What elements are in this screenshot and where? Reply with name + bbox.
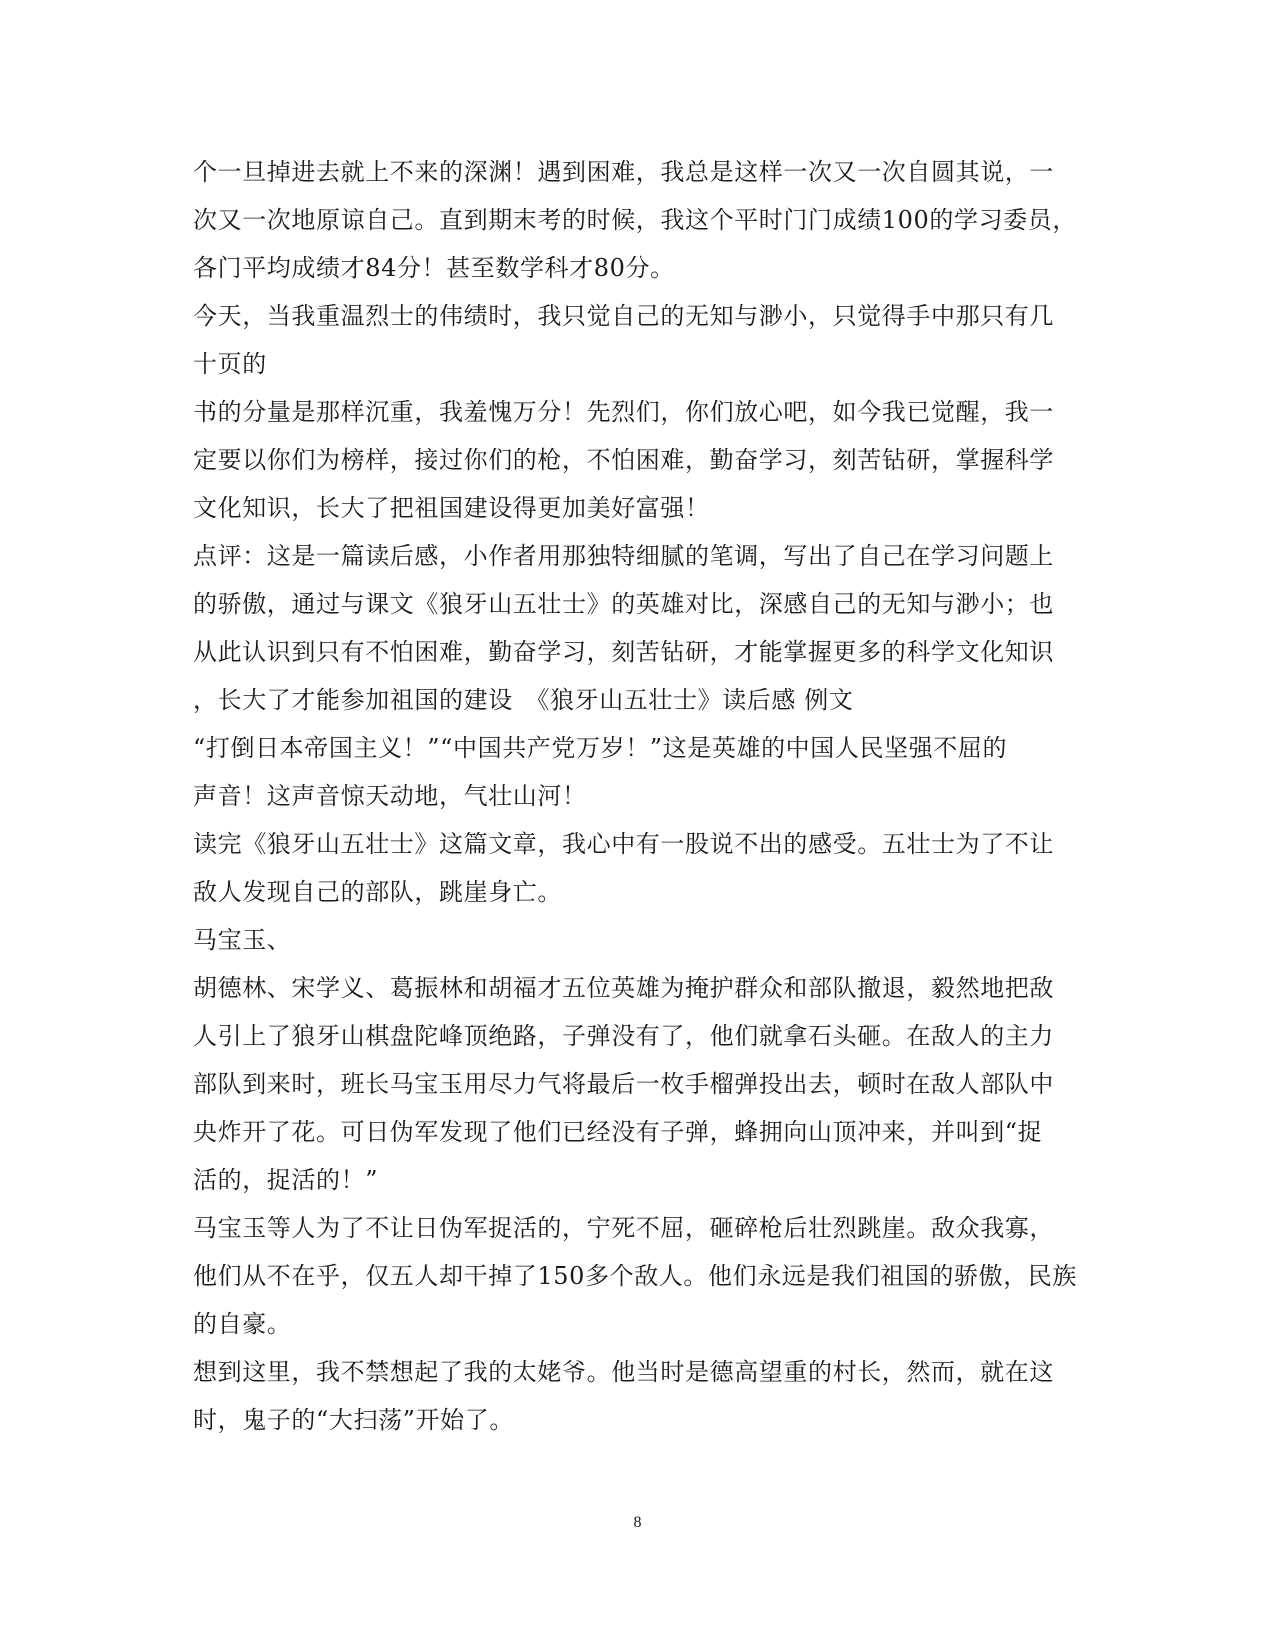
text-line: ，长大了才能参加祖国的建设 《狼牙山五壮士》读后感 例文: [193, 686, 854, 714]
text-line: 想到这里，我不禁想起了我的太姥爷。他当时是德高望重的村长，然而，就在这: [193, 1358, 1054, 1386]
text-line: 部队到来时，班长马宝玉用尽力气将最后一枚手榴弹投出去，顿时在敌人部队中: [193, 1070, 1054, 1098]
text-line: 定要以你们为榜样，接过你们的枪，不怕困难，勤奋学习，刻苦钻研，掌握科学: [193, 446, 1054, 474]
text-line: 十页的: [193, 350, 267, 378]
text-line: 人引上了狼牙山棋盘陀峰顶绝路，子弹没有了，他们就拿石头砸。在敌人的主力: [193, 1022, 1054, 1050]
text-line: 马宝玉、: [193, 926, 292, 954]
text-line: 读完《狼牙山五壮士》这篇文章，我心中有一股说不出的感受。五壮士为了不让: [193, 830, 1054, 858]
text-line: 马宝玉等人为了不让日伪军捉活的，宁死不屈，砸碎枪后壮烈跳崖。敌众我寡，: [193, 1214, 1054, 1242]
body-text: [193, 148, 1078, 1444]
text-line: 各门平均成绩才84分！甚至数学科才80分。: [193, 254, 675, 282]
text-line: 声音！这声音惊天动地，气壮山河！: [193, 782, 587, 810]
text-line: 敌人发现自己的部队，跳崖身亡。: [193, 878, 562, 906]
text-line: 次又一次地原谅自己。直到期末考的时候，我这个平时门门成绩100的学习委员，: [193, 206, 1078, 234]
text-line: 从此认识到只有不怕困难，勤奋学习，刻苦钻研，才能掌握更多的科学文化知识: [193, 638, 1054, 666]
text-line: 他们从不在乎，仅五人却干掉了150多个敌人。他们永远是我们祖国的骄傲，民族: [193, 1262, 1078, 1290]
text-line: 书的分量是那样沉重，我羞愧万分！先烈们，你们放心吧，如今我已觉醒，我一: [193, 398, 1054, 426]
text-line: 点评：这是一篇读后感，小作者用那独特细腻的笔调，写出了自己在学习问题上: [193, 542, 1054, 570]
page-number: 8: [633, 1514, 642, 1531]
text-line: 活的，捉活的！”: [193, 1166, 379, 1194]
text-line: 央炸开了花。可日伪军发现了他们已经没有子弹，蜂拥向山顶冲来，并叫到“捉: [193, 1118, 1043, 1146]
text-line: 的自豪。: [193, 1310, 292, 1338]
text-line: 个一旦掉进去就上不来的深渊！遇到困难，我总是这样一次又一次自圆其说，一: [193, 158, 1054, 186]
text-line: 胡德林、宋学义、葛振林和胡福才五位英雄为掩护群众和部队撤退，毅然地把敌: [193, 974, 1054, 1002]
text-line: 文化知识，长大了把祖国建设得更加美好富强！: [193, 494, 710, 522]
text-line: 今天，当我重温烈士的伟绩时，我只觉自己的无知与渺小，只觉得手中那只有几: [193, 302, 1054, 330]
text-line: 的骄傲，通过与课文《狼牙山五壮士》的英雄对比，深感自己的无知与渺小；也: [193, 590, 1054, 618]
text-line: “打倒日本帝国主义！”“中国共产党万岁！”这是英雄的中国人民坚强不屈的: [193, 734, 1008, 762]
text-line: 时，鬼子的“大扫荡”开始了。: [193, 1406, 514, 1434]
